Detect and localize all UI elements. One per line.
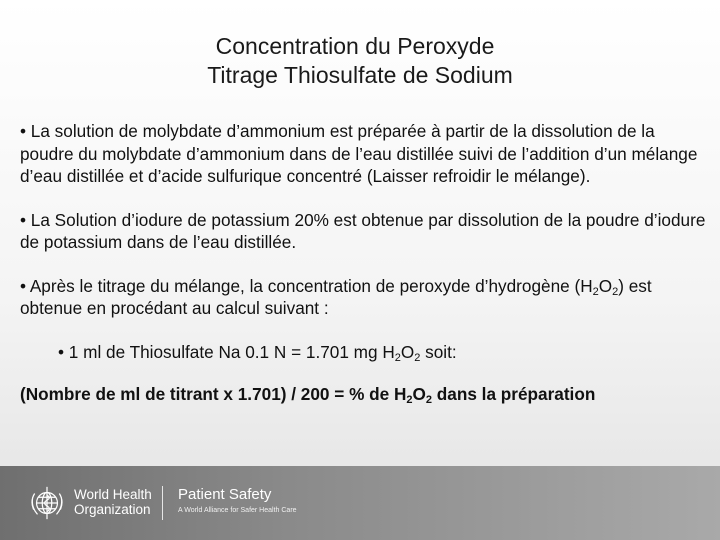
- bullet-iodide: • La Solution d’iodure de potassium 20% est obtenue par dissolution de la poudre d’iodure de potassium dans de l’eau distillée.: [20, 209, 706, 252]
- bullet-calculation-text-1: • Après le titrage du mélange, la concentration de peroxyde d’hydrogène (H: [20, 275, 593, 296]
- slide-body: [20, 120, 710, 406]
- subscript: 2: [612, 285, 619, 298]
- who-name-line-2: Organization: [74, 502, 151, 517]
- bullet-calculation: [20, 275, 710, 320]
- patient-safety-title: Patient Safety: [178, 486, 272, 503]
- footer-divider: [162, 486, 163, 520]
- formula-text-3: dans la préparation: [432, 384, 596, 404]
- formula-text-1: (Nombre de ml de titrant x 1.701) / 200 = % de H: [20, 384, 407, 404]
- subscript: 2: [394, 351, 401, 364]
- subscript: 2: [406, 394, 413, 406]
- patient-safety-tagline: A World Alliance for Safer Health Care: [178, 507, 297, 514]
- title-line-1: Concentration du Peroxyde: [215, 33, 495, 59]
- subscript: 2: [425, 394, 432, 406]
- bullet-calculation-text-3: ) est obtenue en procédant au calcul suivant :: [20, 275, 652, 318]
- bullet-calculation-text-2: O: [598, 275, 613, 296]
- sub-bullet-equivalence: [20, 341, 710, 364]
- equivalence-text-3: soit:: [420, 341, 457, 362]
- formula-text-2: O: [412, 384, 426, 404]
- title-line-2: Titrage Thiosulfate de Sodium: [207, 62, 513, 88]
- formula: [20, 383, 710, 406]
- who-name: [74, 487, 152, 517]
- who-name-line-1: World Health: [74, 487, 152, 502]
- footer-bar: [0, 466, 720, 540]
- who-emblem-icon: [28, 484, 66, 522]
- slide-title: [0, 32, 720, 90]
- bullet-molybdate: • La solution de molybdate d’ammonium est préparée à partir de la dissolution de la poudre du molybdate d’ammonium dans de l’eau distillée suivi de l’addition d’un mélange d’eau distillée et d’acide sulfurique concentré (Laisser refroidir le mélange).: [20, 121, 698, 186]
- equivalence-text-1: • 1 ml de Thiosulfate Na 0.1 N = 1.701 mg H: [58, 341, 395, 362]
- subscript: 2: [414, 351, 421, 364]
- subscript: 2: [592, 285, 599, 298]
- equivalence-text-2: O: [400, 341, 415, 362]
